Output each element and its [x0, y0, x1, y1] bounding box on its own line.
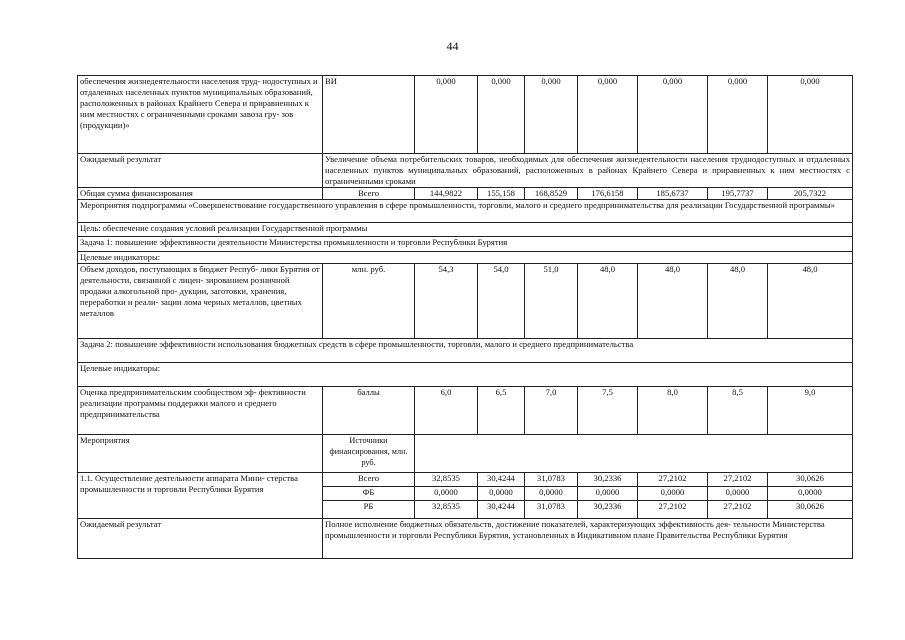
- source-cell: ВИ: [323, 76, 415, 154]
- table-row: [78, 264, 853, 339]
- value-cell: 30,0626: [768, 473, 853, 487]
- row-label: Оценка предпринимательским сообществом эф- фективности реализации программы поддержки малого и среднего предпринимательства: [78, 387, 323, 435]
- row-label: Ожидаемый результат: [78, 154, 323, 188]
- table-row: [78, 339, 853, 363]
- value-cell: 0,0000: [478, 487, 525, 501]
- table-row: [78, 435, 853, 473]
- value-cell: 176,6158: [578, 188, 638, 200]
- value-cell: 6,5: [478, 387, 525, 435]
- value-cell: 0,0000: [708, 487, 768, 501]
- value-cell: 30,4244: [478, 501, 525, 519]
- table-row: [78, 223, 853, 237]
- value-cell: 8,5: [708, 387, 768, 435]
- value-cell: 27,2102: [708, 501, 768, 519]
- table-row: [78, 237, 853, 252]
- value-cell: 155,158: [478, 188, 525, 200]
- table-row: [78, 200, 853, 223]
- value-cell: 0,000: [708, 76, 768, 154]
- row-label: Ожидаемый результат: [78, 519, 323, 559]
- value-cell: 7,5: [578, 387, 638, 435]
- value-cell: 31,0783: [525, 473, 578, 487]
- row-label: Общая сумма финансирования: [78, 188, 323, 200]
- value-cell: 30,2336: [578, 501, 638, 519]
- value-cell: 205,7322: [768, 188, 853, 200]
- value-cell: 27,2102: [638, 501, 708, 519]
- value-cell: 30,0626: [768, 501, 853, 519]
- source-cell: РБ: [323, 501, 415, 519]
- row-label: Объем доходов, поступающих в бюджет Респуб- лики Бурятия от деятельности, связанной с лицен- зированием розничной продажи алкогольной про- дукции, заготовки, хранения, переработки и реали- зации лома черных металлов, цветных металлов: [78, 264, 323, 339]
- table-row: [78, 188, 853, 200]
- value-cell: 27,2102: [708, 473, 768, 487]
- value-cell: 54,0: [478, 264, 525, 339]
- task-1-text: Задача 1: повышение эффективности деятельности Министерства промышленности и торговли Республики Бурятия: [78, 237, 853, 252]
- table-row: [78, 154, 853, 188]
- value-cell: 48,0: [768, 264, 853, 339]
- value-cell: 51,0: [525, 264, 578, 339]
- source-cell: Всего: [323, 473, 415, 487]
- value-cell: 48,0: [578, 264, 638, 339]
- activity-label: 1.1. Осуществление деятельности аппарата Мини- стерства промышленности и торговли Республики Бурятия: [78, 473, 323, 519]
- value-cell: 0,000: [638, 76, 708, 154]
- value-cell: 144,9822: [415, 188, 478, 200]
- source-cell: Всего: [323, 188, 415, 200]
- unit-cell: баллы: [323, 387, 415, 435]
- expected-result-text: Полное исполнение бюджетных обязательств, достижение показателей, характеризующих эффективность дея- тельности Министерства промышленности и торговли Республики Бурятия, установленных в Индикативном плане Правительства Республики Бурятия: [323, 519, 853, 559]
- task-2-text: Задача 2: повышение эффективности использования бюджетных средств в сфере промышленности, торговли, малого и среднего предпринимательства: [78, 339, 853, 363]
- value-cell: 185,6737: [638, 188, 708, 200]
- value-cell: 0,000: [578, 76, 638, 154]
- indicators-heading: Целевые индикаторы:: [78, 252, 853, 264]
- table-row: [78, 519, 853, 559]
- table-row: [78, 363, 853, 387]
- value-cell: 7,0: [525, 387, 578, 435]
- value-cell: 195,7737: [708, 188, 768, 200]
- value-cell: 0,0000: [768, 487, 853, 501]
- source-header: Источники финансирования, млн. руб.: [323, 435, 415, 473]
- value-cell: 0,0000: [578, 487, 638, 501]
- table-row: [78, 76, 853, 154]
- value-cell: 0,000: [768, 76, 853, 154]
- value-cell: 168,8529: [525, 188, 578, 200]
- page-number: 44: [446, 39, 459, 53]
- value-cell: 54,3: [415, 264, 478, 339]
- program-table: [77, 75, 853, 559]
- value-cell: 9,0: [768, 387, 853, 435]
- unit-cell: млн. руб.: [323, 264, 415, 339]
- value-cell: 48,0: [638, 264, 708, 339]
- source-cell: ФБ: [323, 487, 415, 501]
- value-cell: 0,0000: [525, 487, 578, 501]
- value-cell: 0,0000: [415, 487, 478, 501]
- value-cell: 0,0000: [638, 487, 708, 501]
- value-cell: 0,000: [525, 76, 578, 154]
- goal-text: Цель: обеспечение создания условий реализации Государственной программы: [78, 223, 853, 237]
- row-label: обеспечения жизнедеятельности населения труд- нодоступных и отдаленных населенных пунктов муниципальных образований, расположенных в районах Крайнего Севера и приравненных к ним местностях с ограниченными сроками завоза гру- зов (продукции)»: [78, 76, 323, 154]
- value-cell: 48,0: [708, 264, 768, 339]
- value-cell: 6,0: [415, 387, 478, 435]
- value-cell: 31,0783: [525, 501, 578, 519]
- value-cell: 0,000: [415, 76, 478, 154]
- table-row: [78, 473, 853, 487]
- empty-cell: [415, 435, 853, 473]
- row-label: Мероприятия: [78, 435, 323, 473]
- value-cell: 32,8535: [415, 473, 478, 487]
- table-row: [78, 387, 853, 435]
- indicators-heading: Целевые индикаторы:: [78, 363, 853, 387]
- value-cell: 27,2102: [638, 473, 708, 487]
- value-cell: 0,000: [478, 76, 525, 154]
- value-cell: 30,4244: [478, 473, 525, 487]
- value-cell: 8,0: [638, 387, 708, 435]
- value-cell: 30,2336: [578, 473, 638, 487]
- subprogram-title: Мероприятия подпрограммы «Совершенствование государственного управления в сфере промышленности, торговли, малого и среднего предпринимательства для реализации Государственной программы»: [78, 200, 853, 223]
- value-cell: 32,8535: [415, 501, 478, 519]
- table-row: [78, 252, 853, 264]
- expected-result-text: Увеличение объема потребительских товаров, необходимых для обеспечения жизнедеятельности населения труднодоступных и отдаленных населенных пунктов муниципальных образований, расположенных в районах Крайнего Севера и приравненных к ним местностях с ограниченными сроками: [323, 154, 853, 188]
